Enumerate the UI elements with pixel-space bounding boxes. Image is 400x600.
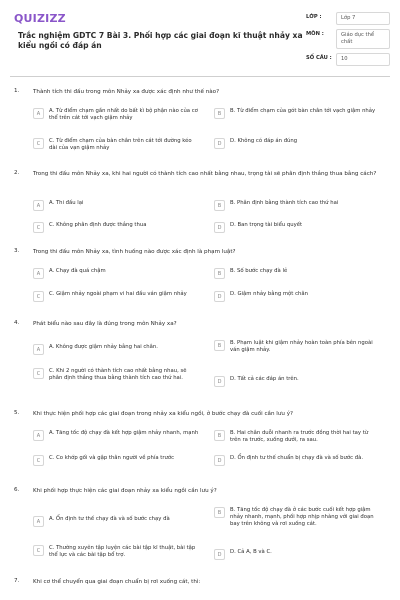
option-d[interactable] <box>214 455 392 466</box>
option-c[interactable] <box>33 545 211 559</box>
option-letter-box: B <box>214 507 225 518</box>
option-d[interactable] <box>214 138 392 149</box>
question-number: 3. <box>14 248 20 254</box>
option-text: B. Tăng tốc độ chạy đà ở các bước cuối kết hợp giậm nhảy nhanh, mạnh, phối hợp nhịp nhàng với giai đoạn bay trên không và rơi xuống cát. <box>230 507 374 527</box>
option-text: C. Co khớp gối và gập thân người về phía trước <box>49 455 175 461</box>
option-letter-box: B <box>214 200 225 211</box>
meta-class-row <box>306 12 390 25</box>
option-b[interactable] <box>214 507 392 528</box>
option-a[interactable] <box>33 344 211 355</box>
option-d[interactable] <box>214 376 392 387</box>
option-b[interactable] <box>214 268 392 279</box>
option-text: A. Ổn định tư thế chạy đà và số bước chạy đà <box>49 516 170 522</box>
option-letter-box: A <box>33 516 44 527</box>
option-letter-box: D <box>214 376 225 387</box>
option-c[interactable] <box>33 222 211 233</box>
option-text: D. Ổn định tư thế chuẩn bị chạy đà và số bước đà. <box>230 455 364 461</box>
question-number: 7. <box>14 578 20 584</box>
option-c[interactable] <box>33 138 211 152</box>
option-text: D. Tất cả các đáp án trên. <box>230 376 299 382</box>
option-letter-box: D <box>214 455 225 466</box>
option-text: B. Từ điểm chạm của gót bàn chân tới vạch giậm nhảy <box>230 108 376 114</box>
class-value: Lớp 7 <box>336 12 390 25</box>
question-text: Phát biểu nào sau đây là đúng trong môn Nhảy xa? <box>33 321 177 327</box>
question-number: 6. <box>14 487 20 493</box>
question-text: Khi phối hợp thực hiện các giai đoạn nhảy xa kiểu ngồi cần lưu ý? <box>33 488 217 494</box>
question-text: Thành tích thi đấu trong môn Nhảy xa được xác định như thế nào? <box>33 89 220 95</box>
option-text: A. Chạy đà quá chậm <box>49 268 106 274</box>
option-d[interactable] <box>214 549 392 560</box>
option-c[interactable] <box>33 291 211 302</box>
option-text: C. Thường xuyên tập luyện các bài tập kĩ thuật, bài tập thể lực và các bài tập bổ trợ. <box>49 545 196 558</box>
worksheet-title: Trắc nghiệm GDTC 7 Bài 3. Phối hợp các giai đoạn kĩ thuật nhảy xa kiểu ngồi có đáp án <box>18 31 303 50</box>
option-text: A. Thi đấu lại <box>49 200 84 206</box>
option-letter-box: A <box>33 268 44 279</box>
option-letter-box: A <box>33 430 44 441</box>
question-text: Trong thi đấu môn Nhảy xa, khi hai người có thành tích cao nhất bằng nhau, trọng tài sẽ phân định thắng thua bằng cách? <box>33 171 377 177</box>
option-text: C. Không phân định được thắng thua <box>49 222 147 228</box>
header-divider <box>10 76 390 77</box>
option-text: C. Khi 2 người có thành tích cao nhất bằng nhau, sẽ phân định thắng thua bằng thành tích cao thứ hai. <box>49 368 187 381</box>
option-text: A. Không được giậm nhảy bằng hai chân. <box>49 344 158 350</box>
question-number: 4. <box>14 320 20 326</box>
option-letter-box: D <box>214 549 225 560</box>
option-letter-box: A <box>33 344 44 355</box>
option-a[interactable] <box>33 516 211 527</box>
option-text: D. Giậm nhảy bằng một chân <box>230 291 308 297</box>
option-text: B. Số bước chạy đà lẻ <box>230 268 288 274</box>
option-letter-box: C <box>33 138 44 149</box>
option-letter-box: B <box>214 108 225 119</box>
option-letter-box: C <box>33 368 44 379</box>
meta-panel <box>306 12 390 70</box>
meta-count-row <box>306 53 390 66</box>
option-letter-box: B <box>214 340 225 351</box>
option-b[interactable] <box>214 108 392 119</box>
option-text: A. Từ điểm chạm gần nhất do bất kì bộ phận nào của cơ thể trên cát tới vạch giậm nhảy <box>49 108 198 121</box>
option-letter-box: D <box>214 222 225 233</box>
option-letter-box: D <box>214 138 225 149</box>
option-text: B. Hai chân duỗi nhanh ra trước đồng thời hai tay từ trên ra trước, xuống dưới, ra sau. <box>230 430 369 443</box>
option-letter-box: D <box>214 291 225 302</box>
option-text: A. Tăng tốc độ chạy đà kết hợp giậm nhảy nhanh, mạnh <box>49 430 199 436</box>
quizizz-logo: QUIZIZZ <box>14 12 66 25</box>
worksheet-header <box>0 0 400 72</box>
option-c[interactable] <box>33 368 211 382</box>
option-text: D. Ban trọng tài biểu quyết <box>230 222 303 228</box>
option-text: C. Từ điểm chạm của bàn chân trên cát tới đường kéo dài của vạn giậm nhảy <box>49 138 192 151</box>
option-letter-box: A <box>33 200 44 211</box>
meta-subject-row <box>306 29 390 49</box>
option-letter-box: A <box>33 108 44 119</box>
question-number: 5. <box>14 410 20 416</box>
option-a[interactable] <box>33 268 211 279</box>
question-text: Khi thực hiện phối hợp các giai đoạn trong nhảy xa kiểu ngồi, ở bước chạy đà cuối cần lưu ý? <box>33 411 293 417</box>
option-a[interactable] <box>33 200 211 211</box>
option-b[interactable] <box>214 200 392 211</box>
option-text: D. Không có đáp án đúng <box>230 138 298 144</box>
question-text: Trong thi đấu môn Nhảy xa, tình huống nào được xác định là phạm luật? <box>33 249 236 255</box>
option-letter-box: B <box>214 430 225 441</box>
option-b[interactable] <box>214 430 392 444</box>
option-a[interactable] <box>33 108 211 122</box>
question-number: 2. <box>14 170 20 176</box>
class-label: LỚP : <box>306 14 322 20</box>
subject-label: MÔN : <box>306 31 324 37</box>
subject-value: Giáo dục thể chất <box>336 29 390 49</box>
option-b[interactable] <box>214 340 392 354</box>
option-d[interactable] <box>214 291 392 302</box>
option-text: D. Cả A, B và C. <box>230 549 272 555</box>
option-text: B. Phạm luật khi giậm nhảy hoàn toàn phía bên ngoài ván giậm nhảy. <box>230 340 373 353</box>
option-letter-box: C <box>33 291 44 302</box>
option-d[interactable] <box>214 222 392 233</box>
option-text: B. Phân định bằng thành tích cao thứ hai <box>230 200 339 206</box>
option-letter-box: B <box>214 268 225 279</box>
count-label: SỐ CÂU : <box>306 55 332 61</box>
question-text: Khi cơ thể chuyển qua giai đoạn chuẩn bị rơi xuống cát, thì: <box>33 579 201 585</box>
option-letter-box: C <box>33 455 44 466</box>
question-number: 1. <box>14 88 20 94</box>
option-a[interactable] <box>33 430 211 441</box>
option-letter-box: C <box>33 545 44 556</box>
option-letter-box: C <box>33 222 44 233</box>
count-value: 10 <box>336 53 390 66</box>
option-c[interactable] <box>33 455 211 466</box>
option-text: C. Giậm nhảy ngoài phạm vi hai đầu ván giậm nhảy <box>49 291 187 297</box>
